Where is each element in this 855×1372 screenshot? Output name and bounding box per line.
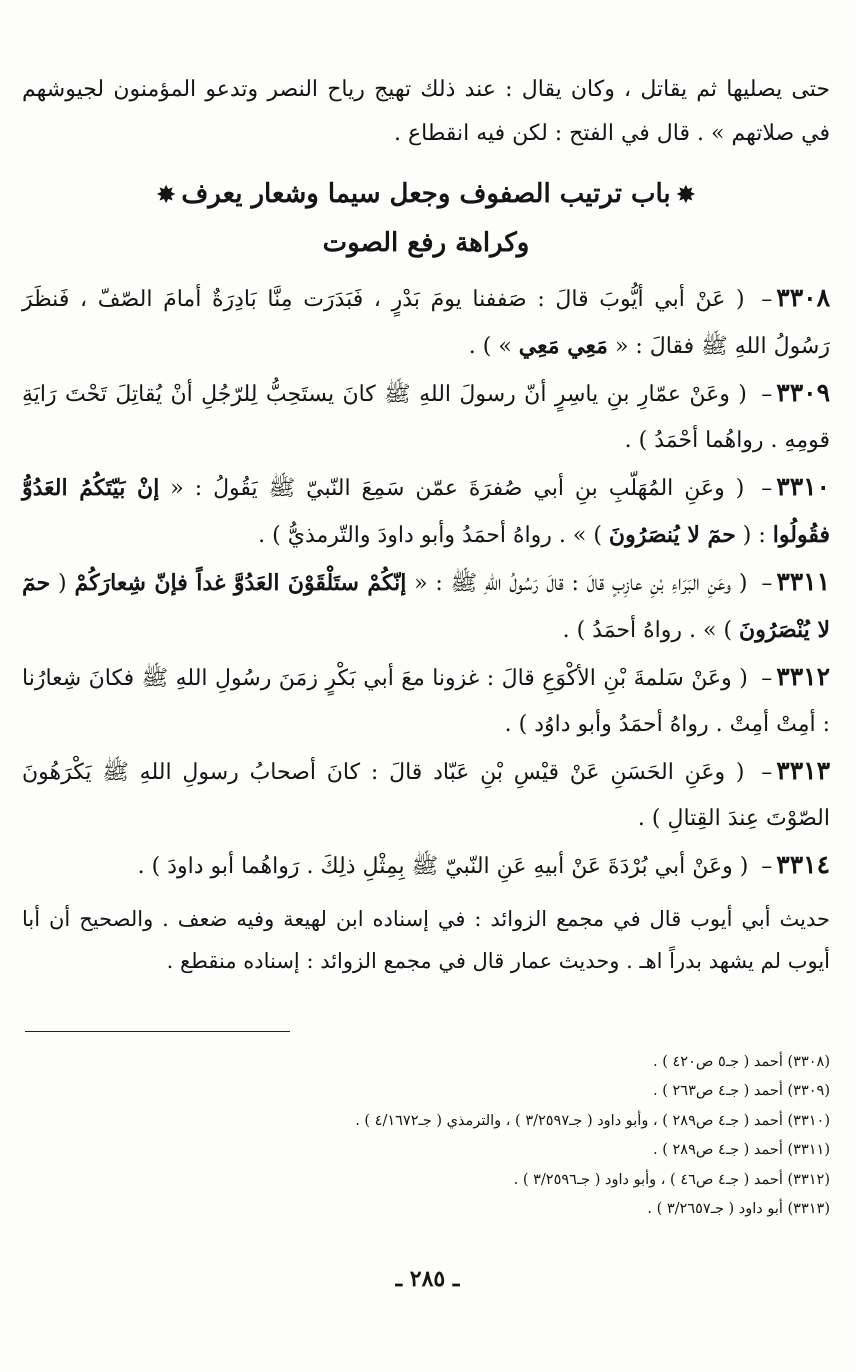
hadith-number: ٣٣١٤ (776, 850, 830, 879)
footnotes (22, 1048, 830, 1224)
hadith-number: ٣٣١٠ (776, 472, 830, 501)
footnote-item: (٣٣٠٨) أحمد ( جـ٥ ص٤٢٠ ) . (653, 1054, 830, 1070)
hadith-dash: – (761, 760, 773, 785)
hadith-text: ( وعَنِ المُهَلّبِ بنِ أبي صُفرَةَ عمّن سَمِعَ النّبيّ ﷺ يَقُولُ : « (170, 476, 745, 501)
heading-line-1: باب ترتيب الصفوف وجعل سيما وشعار يعرف (181, 179, 671, 209)
hadith-text: : ( (742, 523, 766, 548)
hadith-3309 (22, 370, 830, 464)
footnote-item: (٣٣١٣) أبو داود ( جـ٣/٢٦٥٧ ) . (647, 1201, 830, 1218)
hadith-text: ( عَنْ أبي أيُّوبَ قالَ : صَففنا يومَ بَدْرٍ ، فَبَدَرَت مِنَّا بَادِرَةٌ أمامَ الصّفّ ، فَنظَرَ رَسُولُ اللهِ ﷺ فقالَ : « (22, 287, 830, 359)
heading-line-2: وكراهة رفع الصوت (322, 228, 530, 258)
hadith-text: ( وعَنْ أبي بُرْدَةَ عَنْ أبيهِ عَنِ النّبيّ ﷺ بِمِثْلِ ذلِكَ . رَواهُما أبو داودَ ) . (137, 854, 749, 879)
hadith-3311 (22, 559, 830, 654)
hadith-text: ) » . رواهُ أحمَدُ وأبو داودَ والتّرمذيُّ ) . (258, 523, 602, 548)
hadith-number: ٣٣١٢ (776, 662, 830, 691)
hadith-dash: – (761, 571, 773, 596)
hadith-number: ٣٣٠٩ (776, 378, 830, 407)
hadith-quote: مَعِي مَعِي (518, 333, 608, 359)
commentary-line-2: أن أبا أيوب لم يشهد بدراً اهـ . وحديث عمار قال في مجمع الزوائد : إسناده منقطع . (22, 907, 830, 973)
star-ornament-icon: ✸ (676, 182, 696, 208)
footnote-item: (٣٣١٢) أحمد ( جـ٤ ص٤٦ ) ، وأبو داود ( جـ٣/٢٥٩٦ ) . (513, 1171, 830, 1188)
hadith-dash: – (761, 666, 773, 691)
hadith-dash: – (761, 382, 773, 407)
hadith-dash: – (761, 287, 773, 312)
hadith-quote: حمٓ لا يُنْصَرُونَ (22, 570, 830, 643)
hadith-quote: إنّكُمْ ستَلْقَوْنَ العَدُوَّ غداً فإنّ شِعارَكُمْ (74, 570, 407, 596)
hadith-text: ( وعَنْ عمّارِ بنِ ياسِرٍ أنّ رسولَ اللهِ ﷺ كانَ يستَحِبُّ لِلرّجُلِ أنْ يُقاتِلَ تَحْتَ رَايَةِ قومِهِ . رواهُما أحْمَدُ ) . (22, 382, 830, 453)
hadith-text: » ) . (468, 334, 512, 359)
hadith-3308 (22, 275, 830, 370)
footnote-separator (25, 1031, 290, 1032)
commentary-line-1: حديث أبي أيوب قال في مجمع الزوائد : في إسناده ابن لهيعة وفيه ضعف . والصحيح (79, 907, 830, 931)
hadith-text: ) » . رواهُ أحمَدُ ) . (562, 618, 733, 643)
commentary-paragraph (22, 898, 830, 982)
footnote-item: (٣٣١٠) أحمد ( جـ٤ ص٢٨٩ ) ، وأبو داود ( جـ٣/٢٥٩٧ ) ، والترمذي ( جـ٤/١٦٧٢ ) . (355, 1112, 830, 1129)
hadith-quote: إنْ بَيّتَكُمُ العَدُوُّ فقُولُوا (22, 475, 830, 548)
hadith-text: ( وعَنِ البَرَاءِ بْنِ عازِبٍ قالَ : قالَ رَسُولُ اللهِ ﷺ : « (414, 571, 748, 596)
hadith-3312 (22, 654, 830, 748)
hadith-text: ( (58, 571, 67, 596)
hadith-3313 (22, 748, 830, 842)
chapter-heading (22, 170, 830, 267)
intro-paragraph (22, 68, 830, 156)
hadith-dash: – (761, 854, 773, 879)
hadith-dash: – (761, 476, 773, 501)
hadith-number: ٣٣٠٨ (776, 283, 830, 312)
hadith-text: ( وعَنِ الحَسَنِ عَنْ قيْسِ بْنِ عَبّاد قالَ : كانَ أصحابُ رسولِ اللهِ ﷺ يَكْرَهُونَ الصّوْتَ عِندَ القِتالِ ) . (22, 760, 830, 831)
hadith-quote: حمٓ لا يُنصَرُونَ (608, 522, 736, 548)
page-body (22, 68, 830, 982)
hadith-number: ٣٣١٣ (776, 756, 830, 785)
hadith-number: ٣٣١١ (776, 567, 831, 596)
star-ornament-icon: ✸ (156, 182, 176, 208)
page-number: ـ ٢٨٥ ـ (395, 1266, 460, 1292)
hadith-3314 (22, 842, 830, 890)
footnote-item: (٣٣١١) أحمد ( جـ٤ ص٢٨٩ ) . (653, 1142, 830, 1159)
hadith-3310 (22, 464, 830, 559)
footnote-item: (٣٣٠٩) أحمد ( جـ٤ ص٢٦٣ ) . (653, 1083, 830, 1100)
hadith-text: ( وعَنْ سَلمةَ بْنِ الأكْوَعِ قالَ : غزونا معَ أبي بَكْرٍ زمَنَ رسُولِ اللهِ ﷺ فكانَ شِعارُنا : أمِتْ أمِتْ . رواهُ أحمَدُ وأبو داوُد ) . (22, 666, 830, 737)
intro-line-1: حتى يصليها ثم يقاتل ، وكان يقال : عند ذلك تهيج رياح النصر وتدعو المؤمنون لجيوشهم (22, 77, 830, 102)
intro-line-2: في صلاتهم » . قال في الفتح : لكن فيه انقطاع . (394, 121, 830, 146)
